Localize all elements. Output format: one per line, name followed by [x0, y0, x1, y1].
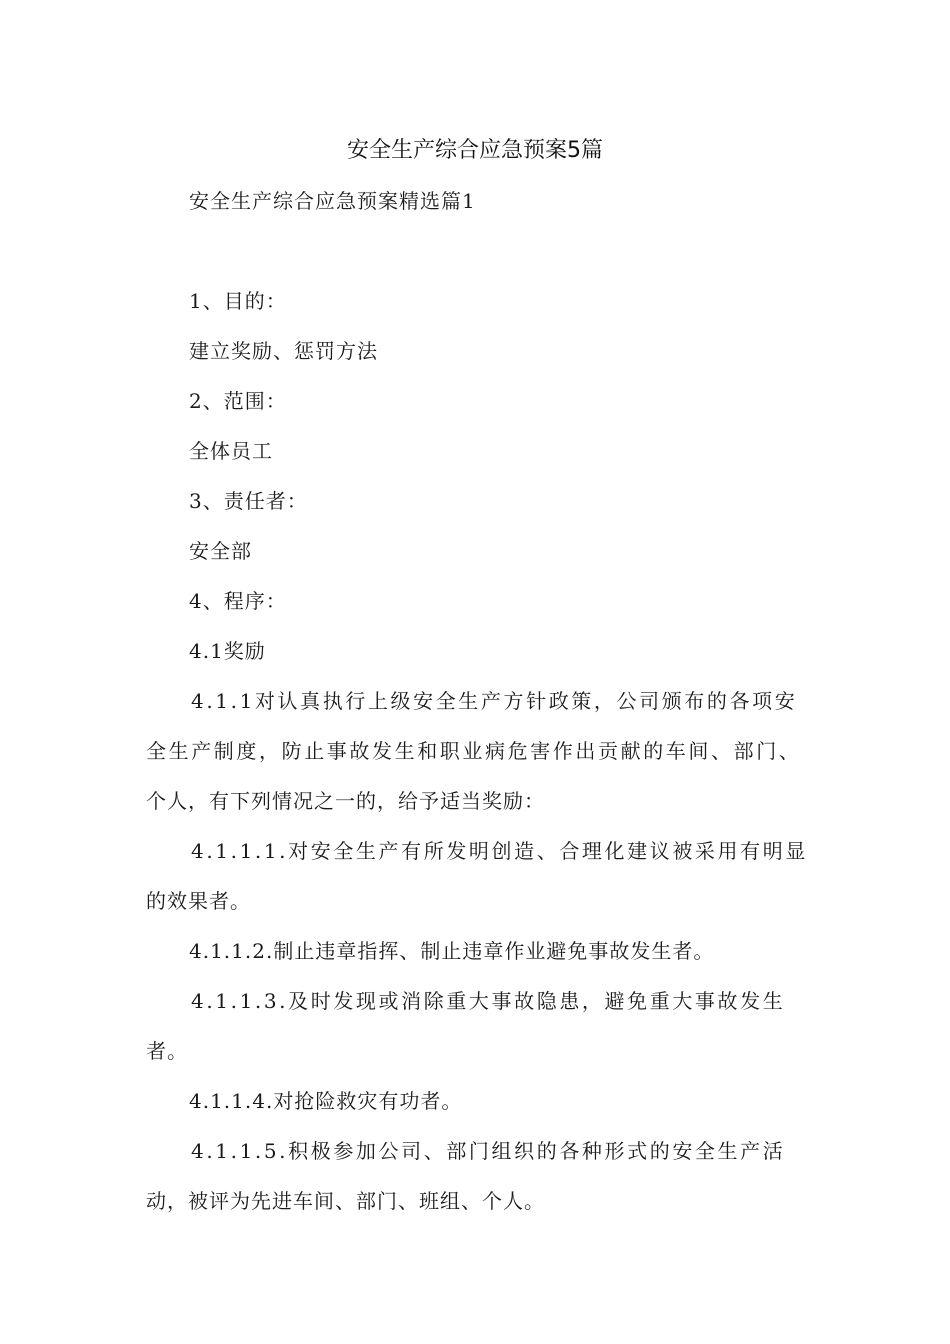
reward-heading: 4.1奖励	[189, 639, 266, 663]
purpose-text: 建立奖励、惩罚方法	[189, 339, 378, 363]
section-subtitle: 安全生产综合应急预案精选篇1	[189, 189, 476, 213]
responsible-text: 安全部	[189, 539, 252, 563]
paragraph-line: 4.1.1.5.积极参加公司、部门组织的各种形式的安全生产活	[191, 1139, 786, 1163]
paragraph-line: 4.1.1.3.及时发现或消除重大事故隐患，避免重大事故发生	[191, 989, 786, 1013]
paragraph-line: 4.1.1.2.制止违章指挥、制止违章作业避免事故发生者。	[189, 939, 715, 963]
paragraph-line: 者。	[146, 1039, 188, 1063]
procedure-heading: 4、程序：	[189, 589, 287, 613]
paragraph-line: 的效果者。	[146, 889, 251, 913]
paragraph-line: 4.1.1.1.对安全生产有所发明创造、合理化建议被采用有明显	[191, 839, 808, 863]
paragraph-line: 个人，有下列情况之一的，给予适当奖励：	[146, 789, 545, 813]
paragraph-line: 全生产制度，防止事故发生和职业病危害作出贡献的车间、部门、	[146, 739, 802, 763]
paragraph-line: 4.1.1对认真执行上级安全生产方针政策，公司颁布的各项安	[191, 689, 798, 713]
responsible-heading: 3、责任者：	[189, 489, 308, 513]
document-title: 安全生产综合应急预案5篇	[347, 138, 603, 163]
paragraph-line: 动，被评为先进车间、部门、班组、个人。	[146, 1189, 545, 1213]
scope-heading: 2、范围：	[189, 389, 287, 413]
paragraph-line: 4.1.1.4.对抢险救灾有功者。	[189, 1089, 463, 1113]
scope-text: 全体员工	[189, 439, 273, 463]
purpose-heading: 1、目的：	[189, 289, 287, 313]
